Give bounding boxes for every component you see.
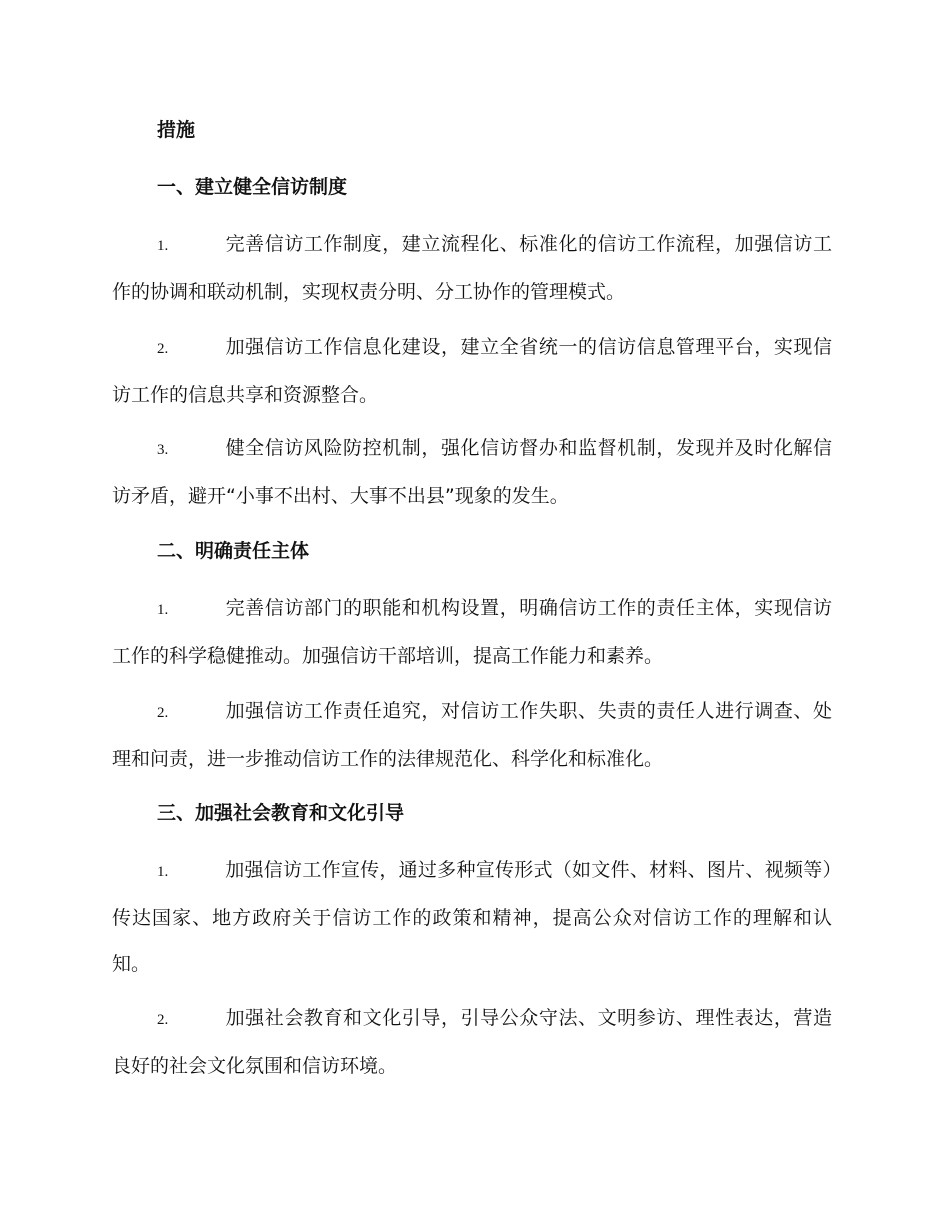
list-item-text: 健全信访风险防控机制，强化信访督办和监督机制，发现并及时化解信访矛盾，避开“小事不出村、大事不出县”现象的发生。 [112,437,832,507]
list-item-number: 1. [157,238,169,254]
list-item [112,585,832,679]
list-item [112,688,832,782]
list-item-text: 加强信访工作宣传，通过多种宣传形式（如文件、材料、图片、视频等）传达国家、地方政府关于信访工作的政策和精神，提高公众对信访工作的理解和认知。 [112,859,832,975]
list-item-number: 2. [157,341,169,357]
document-title: 措施 [157,119,196,141]
section-heading-3: 三、加强社会教育和文化引导 [157,802,405,824]
list-item [112,324,832,418]
list-item [112,425,832,519]
list-item-number: 1. [157,602,169,618]
list-item-text: 完善信访部门的职能和机构设置，明确信访工作的责任主体，实现信访工作的科学稳健推动。加强信访干部培训，提高工作能力和素养。 [112,597,832,667]
list-item-text: 加强信访工作信息化建设，建立全省统一的信访信息管理平台，实现信访工作的信息共享和资源整合。 [112,336,832,406]
section-heading-2: 二、明确责任主体 [157,540,310,562]
list-item-number: 3. [157,442,169,458]
list-item [112,847,832,987]
list-item-number: 2. [157,705,169,721]
list-item-text: 加强信访工作责任追究，对信访工作失职、失责的责任人进行调查、处理和问责，进一步推动信访工作的法律规范化、科学化和标准化。 [112,700,832,770]
list-item-text: 完善信访工作制度，建立流程化、标准化的信访工作流程，加强信访工作的协调和联动机制，实现权责分明、分工协作的管理模式。 [112,233,832,303]
list-item-number: 1. [157,864,169,880]
list-item-text: 加强社会教育和文化引导，引导公众守法、文明参访、理性表达，营造良好的社会文化氛围和信访环境。 [112,1007,832,1077]
list-item [112,221,832,315]
section-heading-1: 一、建立健全信访制度 [157,176,348,198]
list-item-number: 2. [157,1012,169,1028]
list-item [112,995,832,1089]
